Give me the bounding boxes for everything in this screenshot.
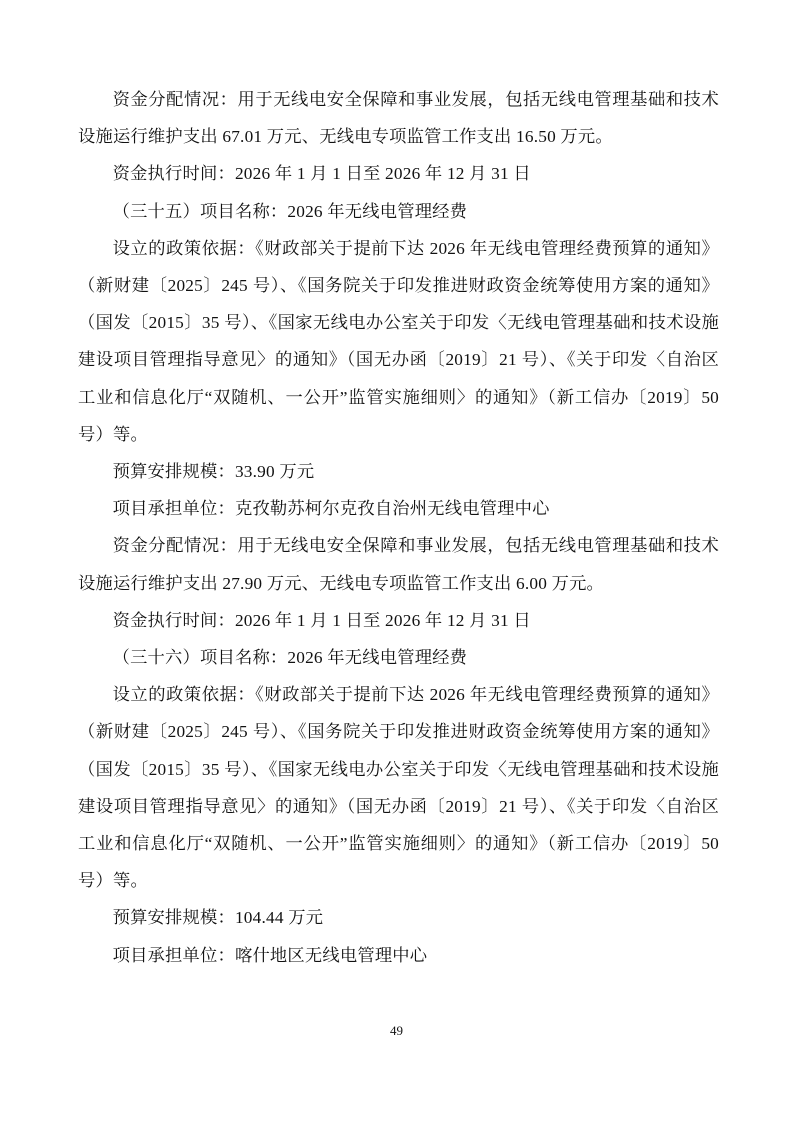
page-number: 49 [390,1023,403,1038]
fund-allocation-paragraph-34: 资金分配情况：用于无线电安全保障和事业发展，包括无线电管理基础和技术设施运行维护支出 67.01 万元、无线电专项监管工作支出 16.50 万元。 [78,90,719,147]
budget-scale-paragraph-35: 预算安排规模：33.90 万元 [112,462,315,482]
execution-period-paragraph-35: 资金执行时间：2026 年 1 月 1 日至 2026 年 12 月 31 日 [112,610,531,630]
policy-basis-paragraph-36: 设立的政策依据：《财政部关于提前下达 2026 年无线电管理经费预算的通知》（新财建〔2025〕245 号）、《国务院关于印发推进财政资金统筹使用方案的通知》（国发〔2015〕35 号）、《国家无线电办公室关于印发〈无线电管理基础和技术设施建设项目管理指导意见〉的通知》（国无办函〔2019〕21 号）、《关于印发〈自治区工业和信息化厅“双随机、一公开”监管实施细则〉的通知》（新工信办〔2019〕50 号）等。 [78,685,719,891]
execution-period-paragraph-34: 资金执行时间：2026 年 1 月 1 日至 2026 年 12 月 31 日 [112,164,531,184]
page-footer [0,1022,793,1040]
undertaking-unit-paragraph-36: 项目承担单位：喀什地区无线电管理中心 [112,945,428,965]
project-36-title-paragraph: （三十六）项目名称：2026 年无线电管理经费 [112,648,468,668]
budget-scale-paragraph-36: 预算安排规模：104.44 万元 [112,908,324,928]
fund-allocation-paragraph-35: 资金分配情况：用于无线电安全保障和事业发展，包括无线电管理基础和技术设施运行维护支出 27.90 万元、无线电专项监管工作支出 6.00 万元。 [78,536,719,593]
document-body [78,81,719,974]
project-35-title-paragraph: （三十五）项目名称：2026 年无线电管理经费 [112,201,468,221]
policy-basis-paragraph-35: 设立的政策依据：《财政部关于提前下达 2026 年无线电管理经费预算的通知》（新财建〔2025〕245 号）、《国务院关于印发推进财政资金统筹使用方案的通知》（国发〔2015〕35 号）、《国家无线电办公室关于印发〈无线电管理基础和技术设施建设项目管理指导意见〉的通知》（国无办函〔2019〕21 号）、《关于印发〈自治区工业和信息化厅“双随机、一公开”监管实施细则〉的通知》（新工信办〔2019〕50 号）等。 [78,238,719,444]
undertaking-unit-paragraph-35: 项目承担单位：克孜勒苏柯尔克孜自治州无线电管理中心 [112,499,550,519]
